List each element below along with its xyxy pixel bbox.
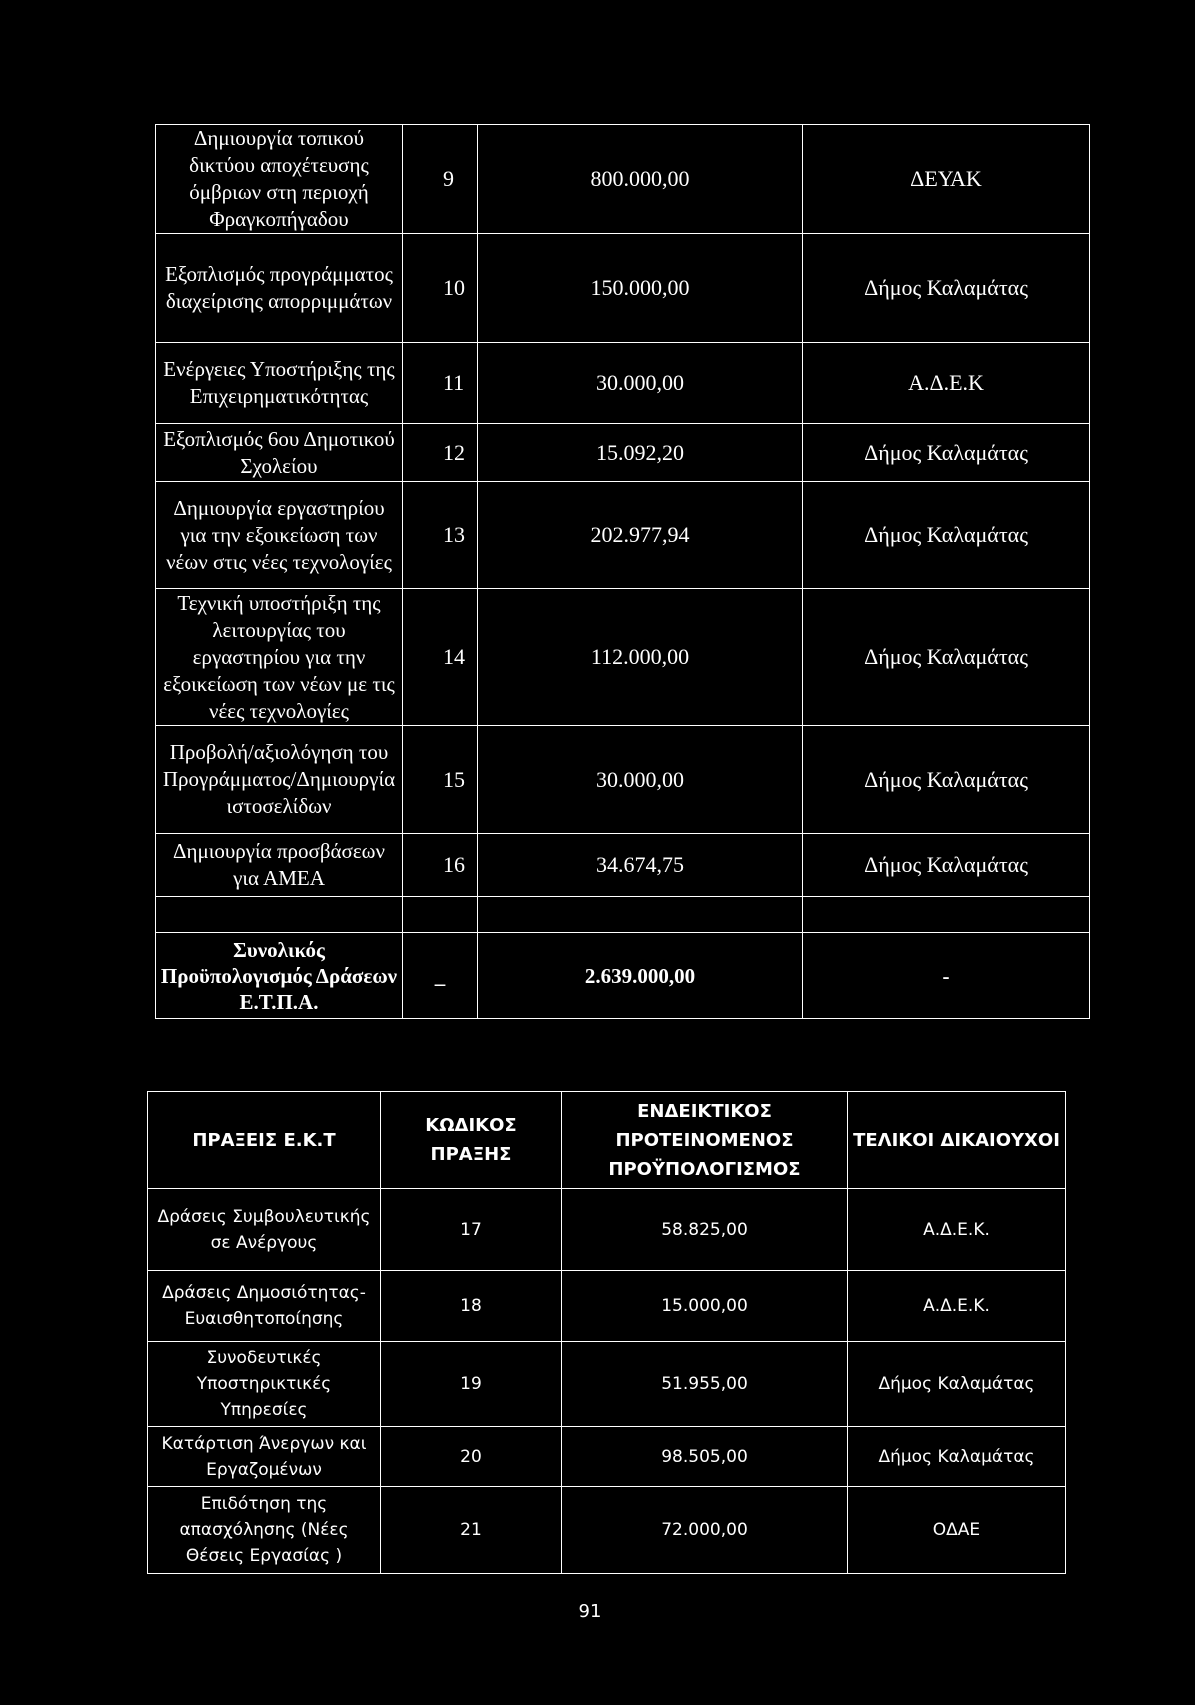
action-code: 15 (403, 726, 478, 834)
table-row (156, 834, 1090, 897)
action-description: Δημιουργία προσβάσεων για ΑΜΕΑ (156, 834, 403, 897)
table-row (148, 1189, 1066, 1271)
action-beneficiary: Α.Δ.Ε.Κ. (848, 1271, 1066, 1342)
total-label: Συνολικός Προϋπολογισμός Δράσεων Ε.Τ.Π.Α. (156, 933, 403, 1019)
action-amount: 51.955,00 (562, 1342, 848, 1427)
action-beneficiary: Δήμος Καλαμάτας (803, 424, 1090, 482)
action-amount: 72.000,00 (562, 1487, 848, 1574)
action-beneficiary: Α.Δ.Ε.Κ (803, 343, 1090, 424)
header-code: ΚΩΔΙΚΟΣ ΠΡΑΞΗΣ (381, 1092, 562, 1189)
table-row (148, 1487, 1066, 1574)
action-amount: 112.000,00 (478, 589, 803, 726)
table-row (156, 589, 1090, 726)
action-code: 18 (381, 1271, 562, 1342)
action-beneficiary: Δήμος Καλαμάτας (803, 726, 1090, 834)
table-row (156, 125, 1090, 234)
empty-cell (478, 897, 803, 933)
etpa-actions-table (155, 124, 1090, 1019)
action-description: Κατάρτιση Άνεργων και Εργαζομένων (148, 1427, 381, 1487)
header-budget: ΕΝΔΕΙΚΤΙΚΟΣ ΠΡΟΤΕΙΝΟΜΕΝΟΣ ΠΡΟΫΠΟΛΟΓΙΣΜΟΣ (562, 1092, 848, 1189)
action-beneficiary: Δήμος Καλαμάτας (848, 1427, 1066, 1487)
action-description: Ενέργειες Υποστήριξης της Επιχειρηματικότητας (156, 343, 403, 424)
empty-row (156, 897, 1090, 933)
action-code: 11 (403, 343, 478, 424)
action-description: Συνοδευτικές Υποστηρικτικές Υπηρεσίες (148, 1342, 381, 1427)
total-amount: 2.639.000,00 (478, 933, 803, 1019)
table-row (148, 1342, 1066, 1427)
action-amount: 98.505,00 (562, 1427, 848, 1487)
table-row (156, 726, 1090, 834)
action-description: Δράσεις Συμβουλευτικής σε Ανέργους (148, 1189, 381, 1271)
total-row (156, 933, 1090, 1019)
action-description: Τεχνική υποστήριξη της λειτουργίας του εργαστηρίου για την εξοικείωση των νέων με τις νέες τεχνολογίες (156, 589, 403, 726)
total-beneficiary: - (803, 933, 1090, 1019)
action-description-line1: Εξοπλισμός 6ου Δημοτικού Σχολείου (163, 426, 395, 478)
action-amount: 58.825,00 (562, 1189, 848, 1271)
table-row (156, 424, 1090, 482)
table-row (148, 1427, 1066, 1487)
action-beneficiary: Α.Δ.Ε.Κ. (848, 1189, 1066, 1271)
header-row (148, 1092, 1066, 1189)
action-code: 10 (403, 234, 478, 343)
action-beneficiary: ΔΕΥΑΚ (803, 125, 1090, 234)
page-number: 91 (578, 1601, 602, 1622)
header-actions: ΠΡΑΞΕΙΣ Ε.Κ.Τ (148, 1092, 381, 1189)
action-code: 12 (403, 424, 478, 482)
action-amount: 202.977,94 (478, 482, 803, 589)
action-code: 20 (381, 1427, 562, 1487)
action-code: 13 (403, 482, 478, 589)
action-beneficiary: ΟΔΑΕ (848, 1487, 1066, 1574)
action-code: 19 (381, 1342, 562, 1427)
table-row (148, 1271, 1066, 1342)
action-beneficiary: Δήμος Καλαμάτας (848, 1342, 1066, 1427)
action-code: 17 (381, 1189, 562, 1271)
action-description (156, 424, 403, 482)
action-description: Δημιουργία εργαστηρίου για την εξοικείωση των νέων στις νέες τεχνολογίες (156, 482, 403, 589)
header-beneficiaries: ΤΕΛΙΚΟΙ ΔΙΚΑΙΟΥΧΟΙ (848, 1092, 1066, 1189)
total-code: _ (403, 933, 478, 1019)
action-amount: 15.092,20 (478, 424, 803, 482)
empty-cell (156, 897, 403, 933)
action-code: 14 (403, 589, 478, 726)
action-beneficiary: Δήμος Καλαμάτας (803, 834, 1090, 897)
empty-cell (803, 897, 1090, 933)
empty-cell (403, 897, 478, 933)
action-beneficiary: Δήμος Καλαμάτας (803, 589, 1090, 726)
action-amount: 15.000,00 (562, 1271, 848, 1342)
action-beneficiary: Δήμος Καλαμάτας (803, 482, 1090, 589)
action-description: Επιδότηση της απασχόλησης (Νέες Θέσεις Εργασίας ) (148, 1487, 381, 1574)
action-code: 9 (403, 125, 478, 234)
action-amount: 150.000,00 (478, 234, 803, 343)
action-amount: 30.000,00 (478, 726, 803, 834)
action-amount: 800.000,00 (478, 125, 803, 234)
table-row (156, 234, 1090, 343)
action-description: Δημιουργία τοπικού δικτύου αποχέτευσης όμβριων στη περιοχή Φραγκοπήγαδου (156, 125, 403, 234)
action-amount: 30.000,00 (478, 343, 803, 424)
action-code: 21 (381, 1487, 562, 1574)
table-row (156, 482, 1090, 589)
action-description: Εξοπλισμός προγράμματος διαχείρισης απορριμμάτων (156, 234, 403, 343)
action-description: Δράσεις Δημοσιότητας-Ευαισθητοποίησης (148, 1271, 381, 1342)
action-description: Προβολή/αξιολόγηση του Προγράμματος/Δημιουργία ιστοσελίδων (156, 726, 403, 834)
action-code: 16 (403, 834, 478, 897)
ekt-actions-table (147, 1091, 1066, 1574)
action-amount: 34.674,75 (478, 834, 803, 897)
action-beneficiary: Δήμος Καλαμάτας (803, 234, 1090, 343)
table-row (156, 343, 1090, 424)
